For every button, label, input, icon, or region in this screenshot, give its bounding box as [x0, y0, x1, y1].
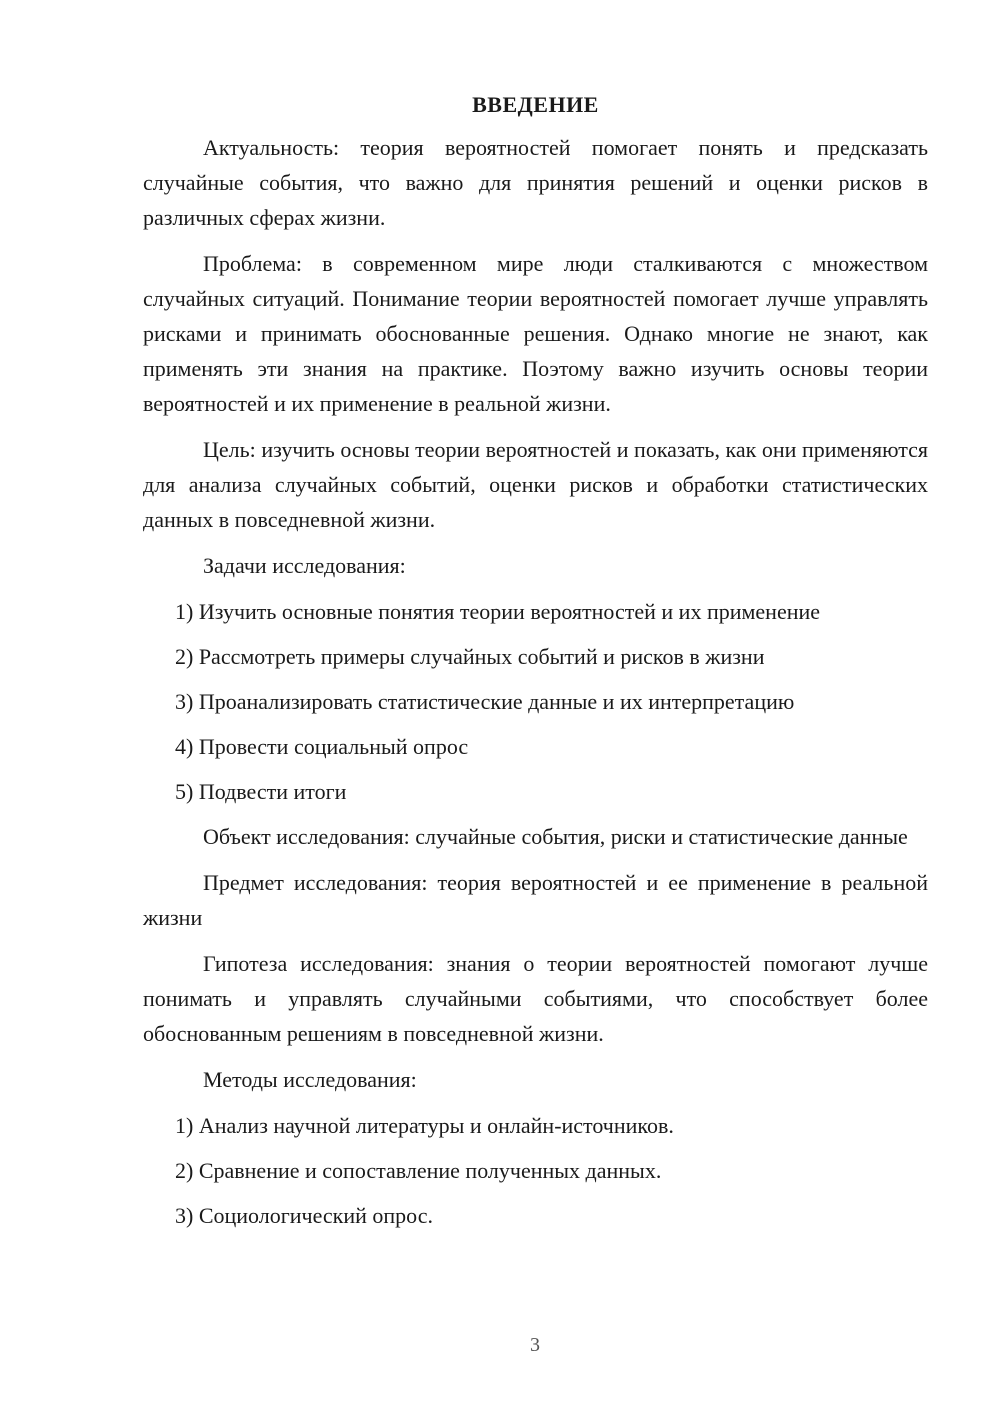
page-number: 3: [530, 1334, 540, 1356]
methods-list: [143, 1108, 928, 1233]
methods-heading: Методы исследования:: [203, 1067, 417, 1092]
list-item: 3) Проанализировать статистические данные и их интерпретацию: [175, 689, 795, 714]
problem-paragraph: Проблема: в современном мире люди сталкиваются с множеством случайных ситуаций. Понимание теории вероятностей помогает лучше управлять рисками и принимать обоснованные решения. Однако многие не знают, как применять эти знания на практике. Поэтому важно изучить основы теории вероятностей и их применение в реальной жизни.: [143, 251, 928, 416]
tasks-list: [143, 594, 928, 809]
section-title: ВВЕДЕНИЕ: [472, 92, 599, 117]
list-item: 4) Провести социальный опрос: [175, 734, 469, 759]
list-item: 1) Анализ научной литературы и онлайн-источников.: [175, 1113, 674, 1138]
hypothesis-paragraph: Гипотеза исследования: знания о теории вероятностей помогают лучше понимать и управлять случайными событиями, что способствует более обоснованным решениям в повседневной жизни.: [143, 951, 928, 1046]
subject-paragraph: Предмет исследования: теория вероятностей и ее применение в реальной жизни: [143, 870, 928, 930]
list-item: 5) Подвести итоги: [175, 779, 347, 804]
list-item: 3) Социологический опрос.: [175, 1203, 433, 1228]
list-item: 2) Рассмотреть примеры случайных событий и рисков в жизни: [175, 644, 765, 669]
relevance-paragraph: Актуальность: теория вероятностей помогает понять и предсказать случайные события, что важно для принятия решений и оценки рисков в различных сферах жизни.: [143, 135, 928, 230]
list-item: 2) Сравнение и сопоставление полученных данных.: [175, 1158, 662, 1183]
object-paragraph: Объект исследования: случайные события, риски и статистические данные: [203, 824, 908, 849]
list-item: 1) Изучить основные понятия теории вероятностей и их применение: [175, 599, 821, 624]
tasks-heading: Задачи исследования:: [203, 553, 406, 578]
document-page: [143, 90, 928, 1243]
goal-paragraph: Цель: изучить основы теории вероятностей и показать, как они применяются для анализа случайных событий, оценки рисков и обработки статистических данных в повседневной жизни.: [143, 437, 928, 532]
